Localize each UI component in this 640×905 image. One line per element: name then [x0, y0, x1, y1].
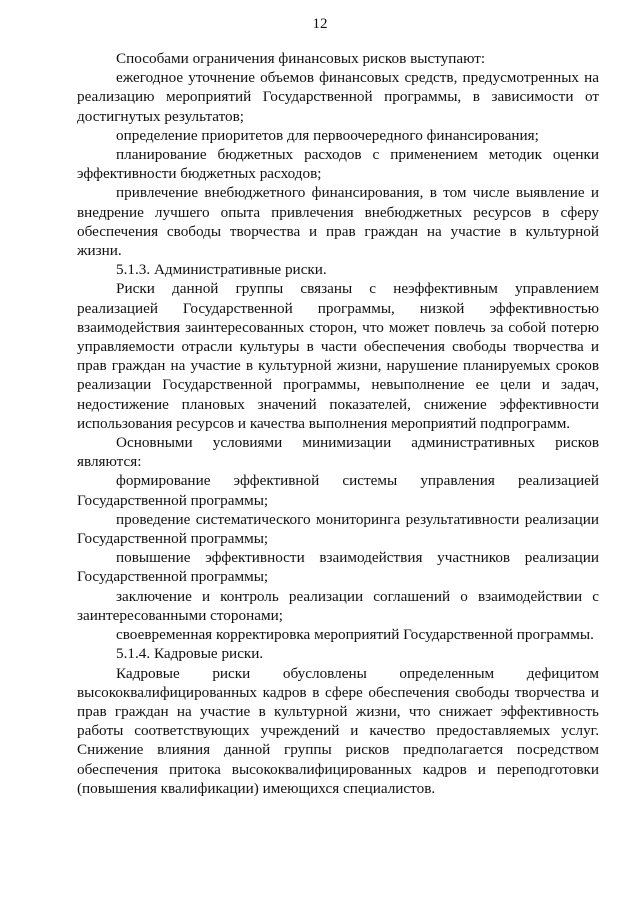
paragraph-financial-risk-methods: Способами ограничения финансовых рисков выступают:	[116, 50, 486, 67]
paragraph-budget-planning: планирование бюджетных расходов с применением методик оценки эффективности бюджетных расходов;	[77, 146, 599, 183]
paragraph-annual-funding-update: ежегодное уточнение объемов финансовых средств, предусмотренных на реализацию мероприятий Государственной программы, в зависимости от достигнутых результатов;	[77, 69, 599, 125]
page-number: 12	[312, 16, 328, 32]
paragraph-personnel-risks-description: Кадровые риски обусловлены определенным дефицитом высококвалифицированных кадров в сфере обеспечения свободы творчества и прав граждан на участие в культурной жизни, что снижает эффективность работы соответствующих учреждений и качество предоставляемых услуг. Снижение влияния данной группы рисков предполагается посредством обеспечения притока высококвалифицированных кадров и переподготовки (повышения квалификации) имеющихся специалистов.	[77, 664, 599, 797]
paragraph-administrative-risk-minimization: Основными условиями минимизации административных рисков являются:	[77, 434, 599, 471]
paragraph-agreements: заключение и контроль реализации соглашений о взаимодействии с заинтересованными сторонами;	[77, 587, 599, 624]
paragraph-extrabudgetary-funding: привлечение внебюджетного финансирования, в том числе выявление и внедрение лучшего опыта привлечения внебюджетных ресурсов в сферу обеспечения свободы творчества и прав граждан на участие в культурной жизни.	[77, 184, 599, 260]
paragraph-administrative-risks-description: Риски данной группы связаны с неэффективным управлением реализацией Государственной программы, низкой эффективностью взаимодействия заинтересованных сторон, что может повлечь за собой потерю управляемости отрасли культуры в части обеспечения свободы творчества и прав граждан на участие в культурной жизни, нарушение планируемых сроков реализации Государственной программы, невыполнение ее цели и задач, недостижение плановых значений показателей, снижение эффективности использования ресурсов и качества выполнения мероприятий подпрограмм.	[77, 280, 599, 432]
paragraph-monitoring: проведение систематического мониторинга результативности реализации Государственной программы;	[77, 510, 599, 548]
paragraph-funding-priorities: определение приоритетов для первоочередного финансирования;	[116, 126, 539, 144]
paragraph-participant-interaction: повышение эффективности взаимодействия участников реализации Государственной программы;	[77, 549, 599, 586]
document-body	[77, 49, 599, 798]
paragraph-management-system: формирование эффективной системы управления реализацией Государственной программы;	[77, 472, 599, 509]
section-heading-personnel-risks: 5.1.4. Кадровые риски.	[116, 645, 264, 663]
section-heading-administrative-risks: 5.1.3. Административные риски.	[116, 261, 327, 279]
paragraph-timely-adjustment: своевременная корректировка мероприятий Государственной программы.	[116, 626, 594, 644]
